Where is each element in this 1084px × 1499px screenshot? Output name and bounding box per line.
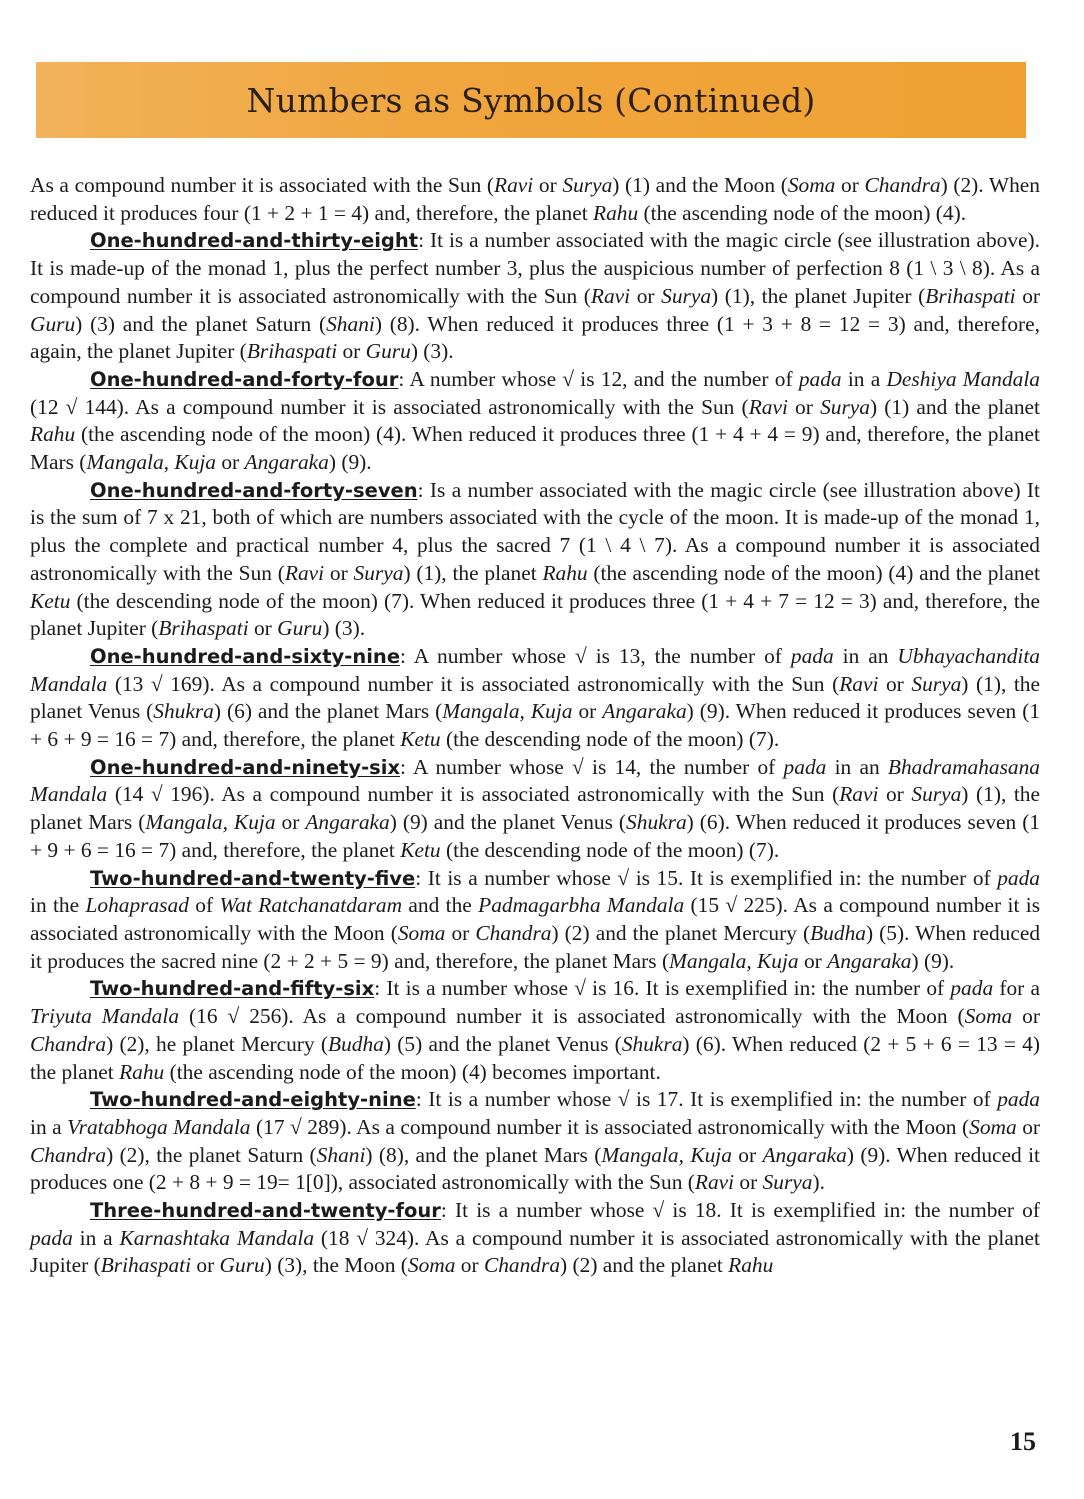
italic-term: Rahu xyxy=(728,1253,774,1278)
text-run: : It is a number whose √ is 16. It is exemplified in: the number of xyxy=(374,976,951,1001)
italic-term: Lohaprasad xyxy=(85,893,189,918)
italic-term: Angaraka xyxy=(762,1142,847,1167)
italic-term: Ravi xyxy=(694,1170,735,1195)
text-run: in an xyxy=(826,754,888,779)
italic-term: Guru xyxy=(277,616,323,641)
italic-term: Rahu xyxy=(119,1059,165,1084)
italic-term: Shani xyxy=(326,311,375,336)
text-run: ) (6). When reduced it produces seven (1 + 9 + 6 = 16 = 7) and, therefore, the planet xyxy=(30,810,1041,862)
text-run: or xyxy=(787,394,821,419)
entry-heading: Two-hundred-and-eighty-nine xyxy=(90,1088,416,1112)
italic-term: pada xyxy=(783,754,827,779)
italic-term: Angaraka xyxy=(827,948,912,973)
italic-term: Angaraka xyxy=(244,450,329,475)
italic-term: Mangala, Kuja xyxy=(86,450,216,475)
text-run: in an xyxy=(833,643,898,668)
text-run: or xyxy=(248,616,278,641)
text-run: (12 √ 144). As a compound number it is associated astronomically with the Sun ( xyxy=(30,394,749,419)
text-run: (17 √ 289). As a compound number it is associated astronomically with the Moon ( xyxy=(250,1114,970,1139)
italic-term: Wat Ratchanatdaram xyxy=(219,893,403,918)
text-run: ) (1) and the Moon ( xyxy=(612,173,788,197)
entry-paragraph-256 xyxy=(30,975,1040,1086)
body-text xyxy=(30,172,1040,1280)
text-run: ). xyxy=(812,1170,825,1195)
italic-term: Chandra xyxy=(483,1253,561,1278)
entry-heading: One-hundred-and-ninety-six xyxy=(90,755,401,779)
italic-term: Triyuta Mandala xyxy=(30,1004,180,1029)
italic-term: Surya xyxy=(911,671,962,696)
entry-paragraph-147 xyxy=(30,477,1040,643)
entry-heading: One-hundred-and-forty-four xyxy=(90,367,399,391)
italic-term: Surya xyxy=(562,173,613,197)
text-run: or xyxy=(731,1142,763,1167)
text-run: in a xyxy=(841,366,887,391)
text-run: (the ascending node of the moon) (4). When reduced it produces three (1 + 4 + 4 = 9) and, therefore, the planet Mars ( xyxy=(30,422,1040,475)
entry-heading: One-hundred-and-thirty-eight xyxy=(90,229,419,253)
italic-term: Budha xyxy=(810,920,866,945)
italic-term: Ravi xyxy=(839,671,879,696)
italic-term: Surya xyxy=(911,782,962,807)
text-run: ) (6) and the planet Mars ( xyxy=(213,699,443,724)
entry-paragraph-324 xyxy=(30,1197,1040,1280)
text-run: or xyxy=(572,699,603,724)
italic-term: Angaraka xyxy=(602,699,687,724)
text-run: or xyxy=(878,671,912,696)
text-run: ) (9). xyxy=(911,948,955,973)
italic-term: Soma xyxy=(407,1253,456,1278)
text-run: or xyxy=(734,1170,763,1195)
italic-term: Rahu xyxy=(542,560,588,585)
text-run: : A number whose √ is 13, the number of xyxy=(400,643,791,668)
italic-term: Guru xyxy=(219,1253,265,1278)
text-run: or xyxy=(798,948,828,973)
text-run: ) (3). xyxy=(322,616,366,641)
text-run: ) (2). When reduced it produces four (1 + 2 + 1 = 4) and, therefore, the planet xyxy=(30,173,1040,225)
entry-paragraph-169 xyxy=(30,643,1040,754)
entry-paragraph-144 xyxy=(30,366,1040,477)
italic-term: Brihaspati xyxy=(158,616,249,641)
text-run: ) (1), the planet xyxy=(403,560,543,585)
text-run: (the ascending node of the moon) (4). xyxy=(638,200,967,225)
italic-term: Mangala, Kuja xyxy=(601,1142,732,1167)
text-run: : Is a number associated with the magic circle (see illustration above) It is the sum of 7 x 21, both of which are numbers associated with the cycle of the moon. It is made-up of the monad 1, plus the complete and practical number 4, plus the sacred 7 (1 \ 4 \ 7). As a compound number it is associated astronomically with the Sun ( xyxy=(30,477,1040,585)
text-run: or xyxy=(533,173,563,197)
page-number: 15 xyxy=(1010,1427,1036,1456)
text-run: or xyxy=(630,283,662,308)
text-run: for a xyxy=(993,976,1040,1001)
italic-term: Mangala, Kuja xyxy=(669,948,799,973)
italic-term: Bhadramahasana Mandala xyxy=(30,754,1041,807)
entry-paragraph-289 xyxy=(30,1086,1040,1197)
intro-paragraph xyxy=(30,172,1040,227)
text-run: ) (6). When reduced (2 + 5 + 6 = 13 = 4) the planet xyxy=(30,1031,1040,1084)
text-run: ) (9). When reduced it produces one (2 + 8 + 9 = 19= 1[0]), associated astronomically with the Sun ( xyxy=(30,1142,1040,1195)
italic-term: Deshiya Mandala xyxy=(886,366,1040,391)
text-run: (the ascending node of the moon) (4) becomes important. xyxy=(164,1059,661,1084)
entry-heading: Three-hundred-and-twenty-four xyxy=(90,1199,441,1223)
text-run: As a compound number it is associated with the Sun ( xyxy=(30,173,495,197)
entry-heading: One-hundred-and-forty-seven xyxy=(90,478,418,502)
text-run: ) (1), the planet Mars ( xyxy=(30,782,1040,835)
italic-term: Angaraka xyxy=(305,810,390,835)
entry-heading: One-hundred-and-sixty-nine xyxy=(90,644,401,668)
text-run: (13 √ 169). As a compound number it is associated astronomically with the Sun ( xyxy=(107,671,840,696)
text-run: ) (5). When reduced it produces the sacred nine (2 + 2 + 5 = 9) and, therefore, the planet Mars ( xyxy=(30,920,1041,973)
text-run: or xyxy=(1012,1004,1041,1029)
italic-term: Brihaspati xyxy=(100,1253,192,1278)
text-run: : A number whose √ is 12, and the number of xyxy=(398,366,799,391)
italic-term: Shani xyxy=(316,1142,366,1167)
italic-term: Budha xyxy=(328,1031,384,1056)
text-run: of xyxy=(188,893,220,918)
entry-heading: Two-hundred-and-twenty-five xyxy=(90,866,416,890)
italic-term: Surya xyxy=(661,283,712,308)
italic-term: Shukra xyxy=(153,699,214,724)
text-run: (16 √ 256). As a compound number it is associated astronomically with the Moon ( xyxy=(179,1004,965,1029)
italic-term: pada xyxy=(997,1087,1040,1112)
italic-term: pada xyxy=(798,366,842,391)
italic-term: Soma xyxy=(969,1114,1017,1139)
italic-term: Ravi xyxy=(494,173,534,197)
text-run: : It is a number whose √ is 17. It is exemplified in: the number of xyxy=(415,1087,998,1112)
italic-term: Ketu xyxy=(30,588,71,613)
italic-term: Shukra xyxy=(621,1031,683,1056)
entry-paragraph-225 xyxy=(30,865,1040,976)
italic-term: Brihaspati xyxy=(925,283,1016,308)
text-run: or xyxy=(191,1253,220,1278)
text-run: in the xyxy=(30,893,86,918)
italic-term: Soma xyxy=(964,1004,1013,1029)
text-run: (the descending node of the moon) (7). When reduced it produces three (1 + 4 + 7 = 12 = 3) and, therefore, the planet Jupiter ( xyxy=(30,588,1040,641)
italic-term: Chandra xyxy=(30,1031,107,1056)
text-run: : It is a number whose √ is 15. It is exemplified in: the number of xyxy=(415,865,998,890)
text-run: ) (2), he planet Mercury ( xyxy=(106,1031,329,1056)
italic-term: Brihaspati xyxy=(246,339,338,364)
text-run: or xyxy=(275,810,306,835)
text-run: ) (2), the planet Saturn ( xyxy=(106,1142,317,1167)
italic-term: Ketu xyxy=(400,837,441,862)
text-run: ) (3). xyxy=(410,339,454,364)
italic-term: Mangala, Kuja xyxy=(145,810,276,835)
text-run: ) (3), the Moon ( xyxy=(264,1253,408,1278)
text-run: in a xyxy=(72,1225,120,1250)
text-run: : A number whose √ is 14, the number of xyxy=(400,754,784,779)
italic-term: Guru xyxy=(365,339,411,364)
italic-term: Ravi xyxy=(590,283,631,308)
section-title: Numbers as Symbols (Continued) xyxy=(246,80,816,120)
italic-term: Ravi xyxy=(284,560,325,585)
section-header-banner xyxy=(36,62,1026,138)
entry-paragraph-196 xyxy=(30,754,1040,865)
italic-term: Padmagarbha Mandala xyxy=(478,893,685,918)
text-run: (18 √ 324). As a compound number it is associated astronomically with the planet Jupiter ( xyxy=(30,1225,1040,1278)
italic-term: Soma xyxy=(397,920,446,945)
italic-term: Guru xyxy=(30,311,76,336)
italic-term: Chandra xyxy=(30,1142,107,1167)
text-run: (the ascending node of the moon) (4) and the planet xyxy=(587,560,1040,585)
text-run: or xyxy=(324,560,354,585)
text-run: ) (8), and the planet Mars ( xyxy=(365,1142,602,1167)
entry-paragraph-138 xyxy=(30,227,1040,366)
text-run: ) (1), the planet Venus ( xyxy=(30,671,1040,724)
italic-term: Ubhayachandita Mandala xyxy=(30,643,1041,696)
text-run: ) (5) and the planet Venus ( xyxy=(383,1031,622,1056)
italic-term: Rahu xyxy=(593,200,639,225)
text-run: (14 √ 196). As a compound number it is associated astronomically with the Sun ( xyxy=(107,782,840,807)
text-run: ) (2) and the planet xyxy=(560,1253,729,1278)
italic-term: Ketu xyxy=(400,727,441,752)
text-run: (the descending node of the moon) (7). xyxy=(440,837,780,862)
text-run: ) (8). When reduced it produces three (1 + 3 + 8 = 12 = 3) and, therefore, again, the planet Jupiter ( xyxy=(30,311,1040,364)
italic-term: Mangala, Kuja xyxy=(442,699,573,724)
text-run: or xyxy=(445,920,476,945)
italic-term: Soma xyxy=(787,173,836,197)
text-run: or xyxy=(1016,1114,1041,1139)
italic-term: pada xyxy=(950,976,994,1001)
italic-term: Ravi xyxy=(839,782,879,807)
entry-heading: Two-hundred-and-fifty-six xyxy=(90,977,375,1001)
text-run: or xyxy=(337,339,366,364)
italic-term: pada xyxy=(30,1225,73,1250)
text-run: or xyxy=(835,173,865,197)
text-run: ) (2) and the planet Mercury ( xyxy=(551,920,811,945)
italic-term: Rahu xyxy=(30,422,76,447)
italic-term: Chandra xyxy=(864,173,941,197)
italic-term: Surya xyxy=(820,394,870,419)
text-run: or xyxy=(1015,283,1041,308)
italic-term: Ravi xyxy=(748,394,788,419)
text-run: ) (1) and the planet xyxy=(869,394,1040,419)
text-run: and the xyxy=(402,893,479,918)
italic-term: Vratabhoga Mandala xyxy=(67,1114,251,1139)
text-run: ) (9). xyxy=(328,450,372,475)
italic-term: pada xyxy=(997,865,1040,890)
text-run: or xyxy=(215,450,245,475)
text-run: or xyxy=(455,1253,484,1278)
text-run: (15 √ 225). As a compound number it is associated astronomically with the Moon ( xyxy=(30,893,1041,945)
italic-term: Karnashtaka Mandala xyxy=(119,1225,315,1250)
italic-term: Shukra xyxy=(626,810,687,835)
italic-term: pada xyxy=(790,643,834,668)
italic-term: Surya xyxy=(762,1170,813,1195)
text-run: ) (9). When reduced it produces seven (1 + 6 + 9 = 16 = 7) and, therefore, the planet xyxy=(30,699,1041,752)
italic-term: Surya xyxy=(353,560,404,585)
text-run: (the descending node of the moon) (7). xyxy=(440,727,780,752)
text-run: or xyxy=(878,782,912,807)
text-run: in a xyxy=(30,1114,68,1139)
italic-term: Chandra xyxy=(475,920,552,945)
text-run: : It is a number associated with the magic circle (see illustration above). It is made-up of the monad 1, plus the perfect number 3, plus the auspicious number of perfection 8 (1 \ 3 \ 8). As a compound number it is associated astronomically with the Sun ( xyxy=(30,228,1040,308)
text-run: : It is a number whose √ is 18. It is exemplified in: the number of xyxy=(440,1198,1040,1223)
text-run: ) (3) and the planet Saturn ( xyxy=(75,311,327,336)
text-run: ) (9) and the planet Venus ( xyxy=(389,810,627,835)
text-run: ) (1), the planet Jupiter ( xyxy=(711,283,926,308)
